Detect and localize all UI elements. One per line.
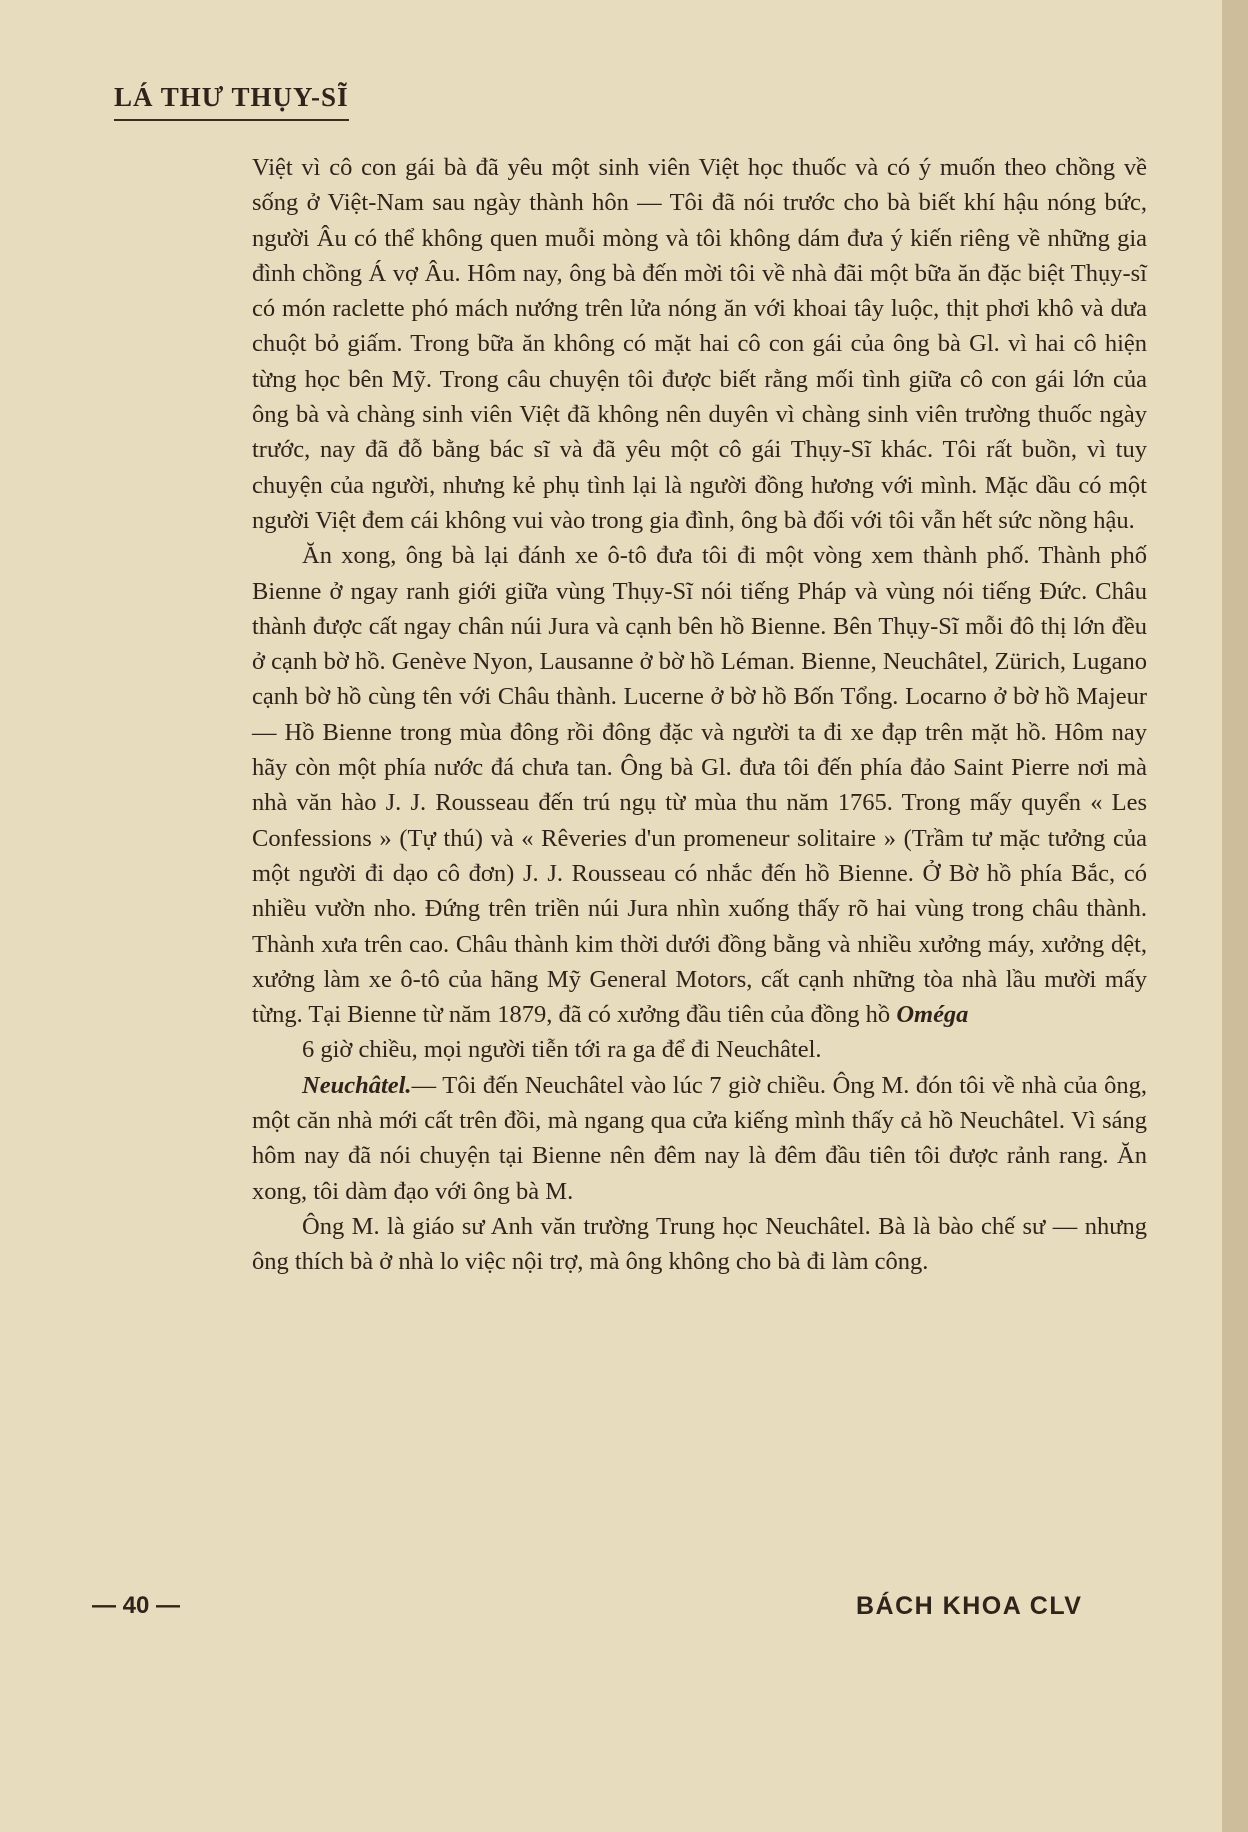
article-body: [252, 150, 1147, 1280]
running-title: LÁ THƯ THỤY-SĨ: [114, 82, 349, 121]
paragraph-4: [252, 1068, 1147, 1209]
section-place-name: Neuchâtel.: [302, 1071, 412, 1099]
paragraph-2: [252, 538, 1147, 1032]
paragraph-5: Ông M. là giáo sư Anh văn trường Trung học Neuchâtel. Bà là bào chế sư — nhưng ông thích bà ở nhà lo việc nội trợ, mà ông không cho bà đi làm công.: [252, 1212, 1147, 1276]
paragraph-3: 6 giờ chiều, mọi người tiễn tới ra ga để đi Neuchâtel.: [302, 1036, 822, 1064]
paragraph-1: Việt vì cô con gái bà đã yêu một sinh viên Việt học thuốc và có ý muốn theo chồng về sống ở Việt-Nam sau ngày thành hôn — Tôi đã nói trước cho bà biết khí hậu nóng bức, người Âu có thể không quen muỗi mòng và tôi không dám đưa ý kiến riêng về những gia đình chồng Á vợ Âu. Hôm nay, ông bà đến mời tôi về nhà đãi một bữa ăn đặc biệt Thụy-sĩ có món raclette phó mách nướng trên lửa nóng ăn với khoai tây luộc, thịt phơi khô và dưa chuột bỏ giấm. Trong bữa ăn không có mặt hai cô con gái của ông bà Gl. vì hai cô hiện từng học bên Mỹ. Trong câu chuyện tôi được biết rằng mối tình giữa cô con gái lớn của ông bà và chàng sinh viên Việt đã không nên duyên vì chàng sinh viên trường thuốc ngày trước, nay đã đỗ bằng bác sĩ và đã yêu một cô gái Thụy-Sĩ khác. Tôi rất buồn, vì tuy chuyện của người, nhưng kẻ phụ tình lại là người đồng hương với mình. Mặc dầu có một người Việt đem cái không vui vào trong gia đình, ông bà đối với tôi vẫn hết sức nồng hậu.: [252, 154, 1147, 534]
magazine-issue: BÁCH KHOA CLV: [856, 1592, 1083, 1620]
paragraph-4-text: — Tôi đến Neuchâtel vào lúc 7 giờ chiều. Ông M. đón tôi về nhà của ông, một căn nhà mới cất trên đồi, mà ngang qua cửa kiếng mình thấy cả hồ Neuchâtel. Vì sáng hôm nay đã nói chuyện tại Bienne nên đêm nay là đêm đầu tiên tôi được rảnh rang. Ăn xong, tôi dàm đạo với ông bà M.: [252, 1071, 1147, 1205]
page-number: — 40 —: [92, 1592, 181, 1619]
paragraph-2-text: Ăn xong, ông bà lại đánh xe ô-tô đưa tôi đi một vòng xem thành phố. Thành phố Bienne ở ngay ranh giới giữa vùng Thụy-Sĩ nói tiếng Pháp và vùng nói tiếng Đức. Châu thành được cất ngay chân núi Jura và cạnh bên hồ Bienne. Bên Thụy-Sĩ mỗi đô thị lớn đều ở cạnh bờ hồ. Genève Nyon, Lausanne ở bờ hồ Léman. Bienne, Neuchâtel, Zürich, Lugano cạnh bờ hồ cùng tên với Châu thành. Lucerne ở bờ hồ Bốn Tổng. Locarno ở bờ hồ Majeur — Hồ Bienne trong mùa đông rồi đông đặc và người ta đi xe đạp trên mặt hồ. Hôm nay hãy còn một phía nước đá chưa tan. Ông bà Gl. đưa tôi đến phía đảo Saint Pierre nơi mà nhà văn hào J. J. Rousseau đến trú ngụ từ mùa thu năm 1765. Trong mấy quyển « Les Confessions » (Tự thú) và « Rêveries d'un promeneur solitaire » (Trầm tư mặc tưởng của một người đi dạo cô đơn) J. J. Rousseau có nhắc đến hồ Bienne. Ở Bờ hồ phía Bắc, có nhiều vườn nho. Đứng trên triền núi Jura nhìn xuống thấy rõ hai vùng trong châu thành. Thành xưa trên cao. Châu thành kim thời dưới đồng bằng và nhiều xưởng máy, xưởng dệt, xưởng làm xe ô-tô của hãng Mỹ General Motors, cất cạnh những tòa nhà lầu mười mấy từng. Tại Bienne từ năm 1879, đã có xưởng đầu tiên của đồng hồ: [252, 542, 1147, 1029]
brand-name: Oméga: [896, 1001, 969, 1029]
